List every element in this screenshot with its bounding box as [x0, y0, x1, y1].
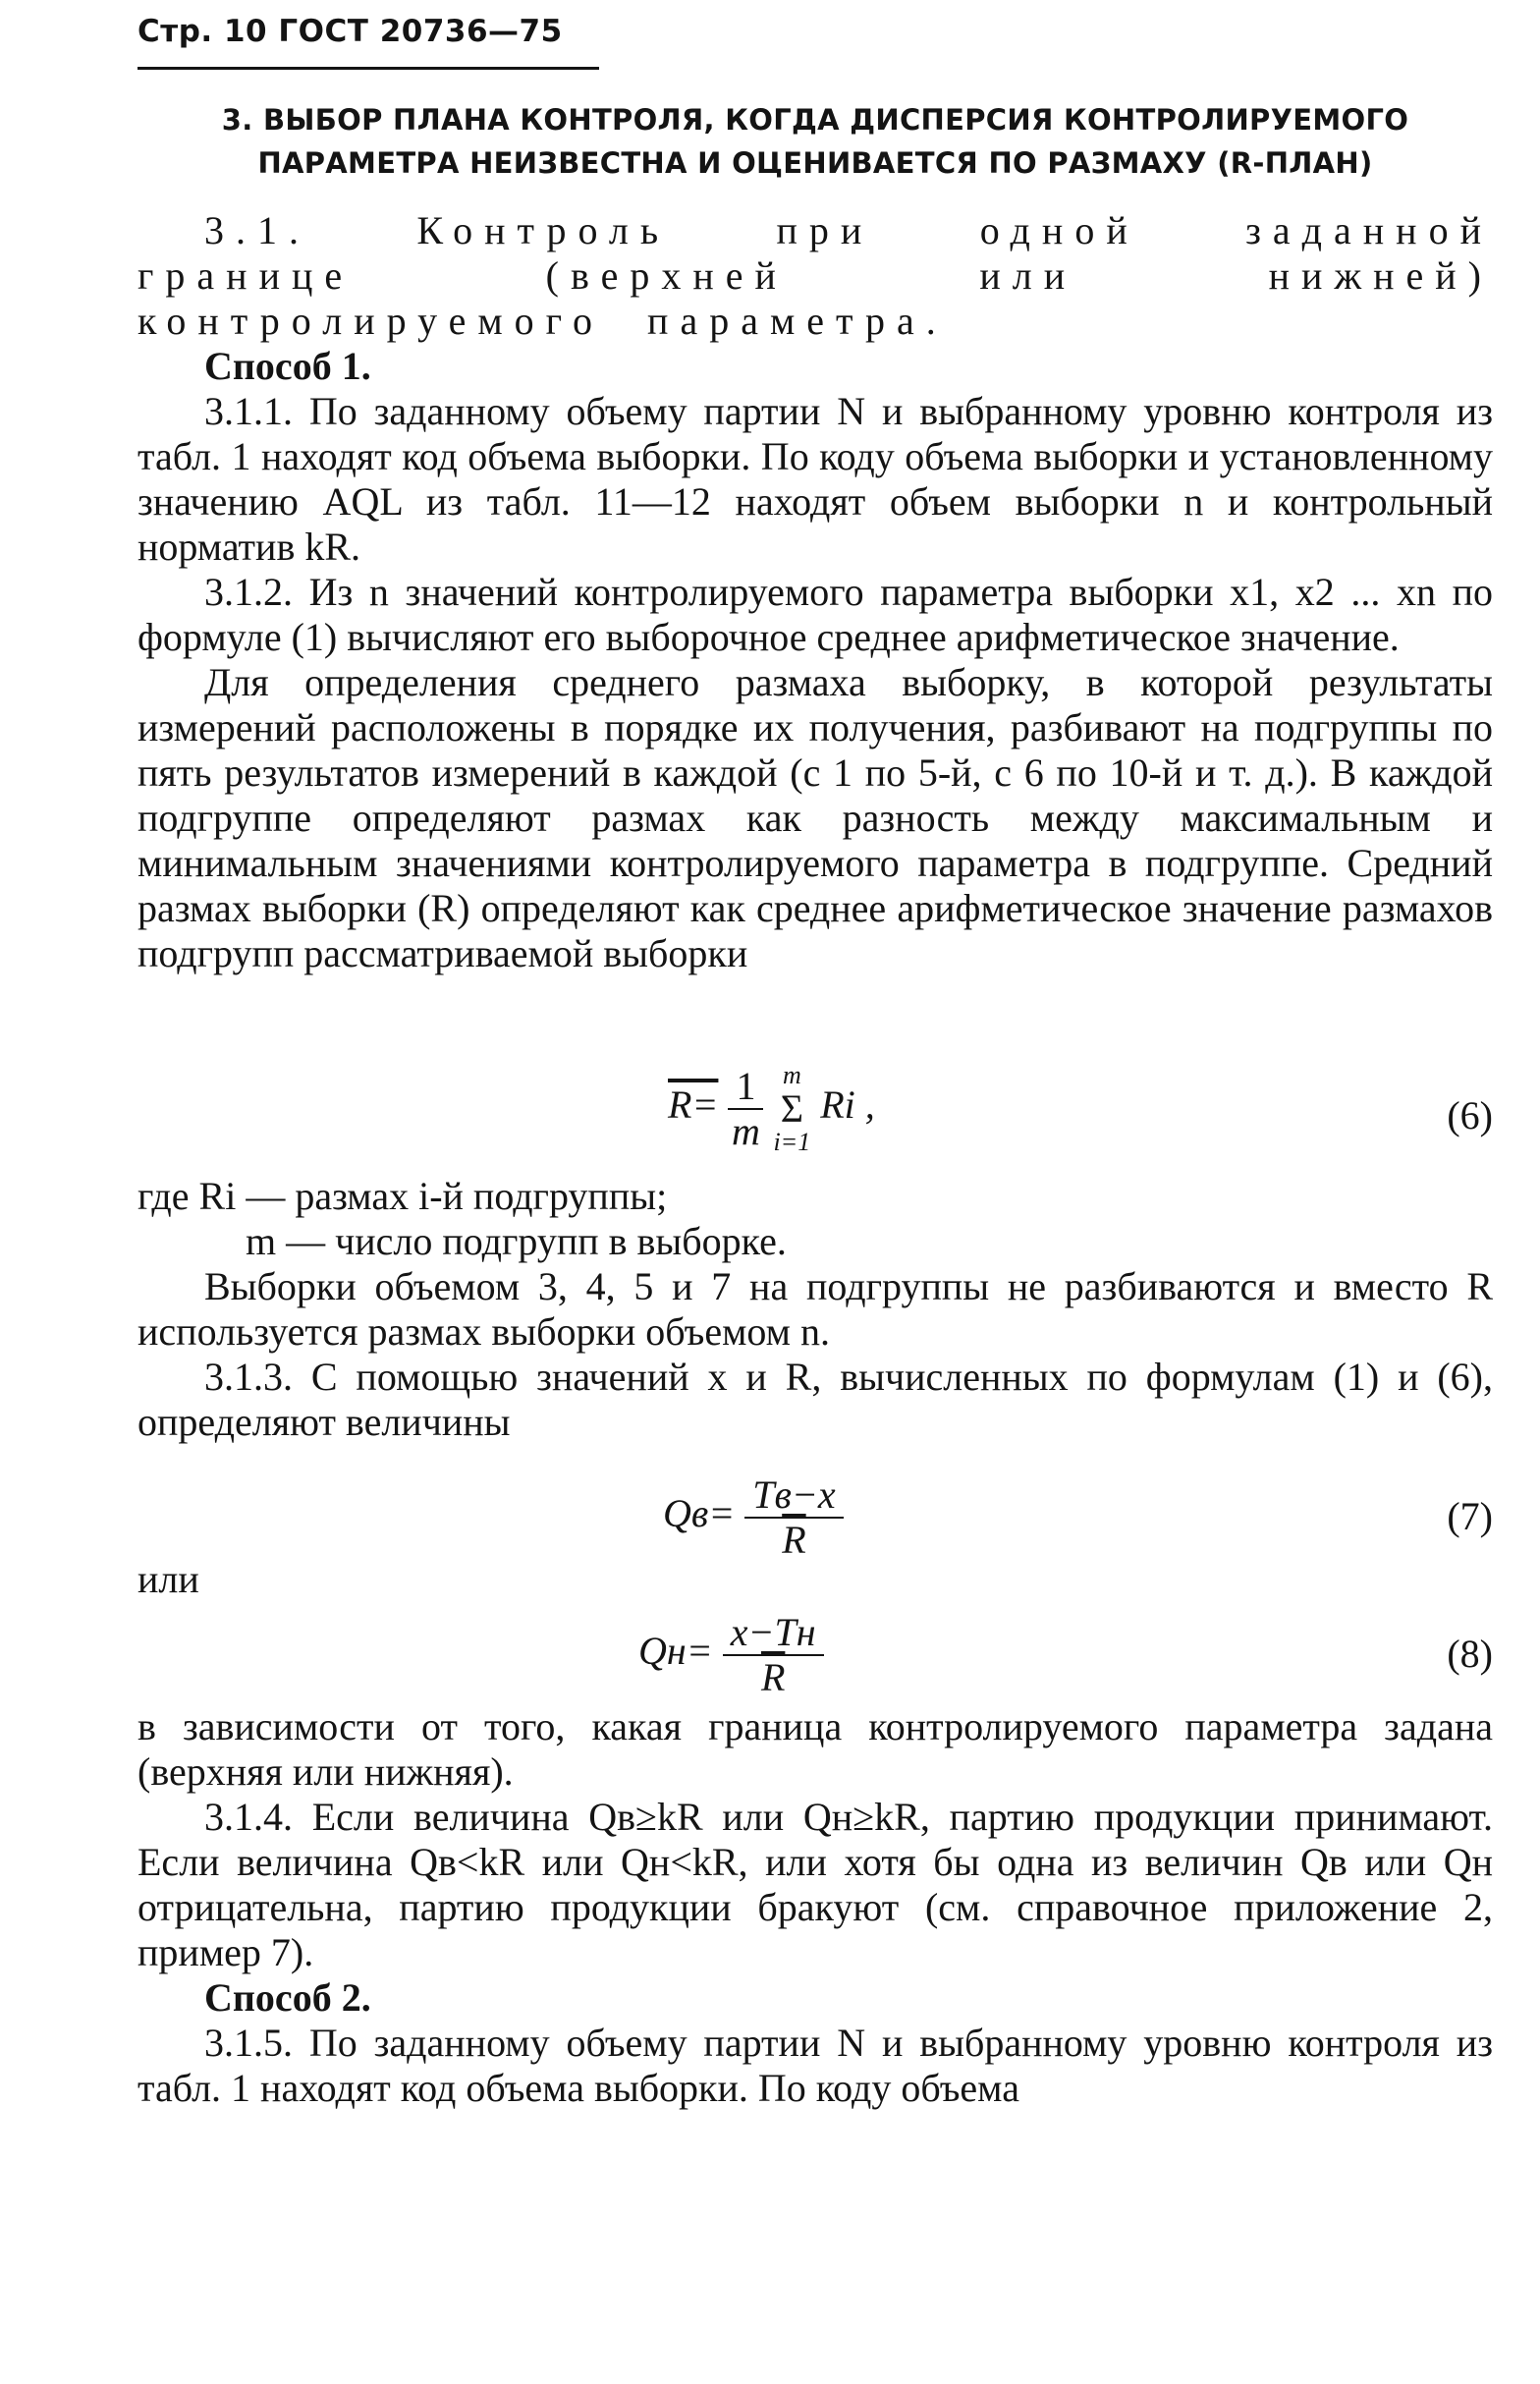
method-1-heading: Способ 1.: [204, 344, 371, 388]
formula-7-body: [663, 1473, 844, 1562]
paragraph-samples: Выборки объемом 3, 4, 5 и 7 на подгруппы не разбиваются и вместо R используется размах выборки объемом n.: [138, 1264, 1493, 1354]
formula-6-numerator: 1: [728, 1065, 763, 1110]
paragraph-depend: в зависимости от того, какая граница контролируемого параметра задана (верхняя или нижняя).: [138, 1704, 1493, 1794]
text-block-b: [138, 1174, 1493, 1445]
header-rule: [138, 67, 599, 70]
formula-8-number: (8): [1447, 1632, 1493, 1676]
formula-6-sigma: Σ: [780, 1086, 803, 1131]
formula-8-fraction: [723, 1611, 824, 1699]
section-title: [138, 98, 1493, 185]
section-title-line-2: ПАРАМЕТРА НЕИЗВЕСТНА И ОЦЕНИВАЕТСЯ ПО РАЗМАХУ (R-ПЛАН): [257, 146, 1373, 180]
running-head: Стр. 10 ГОСТ 20736—75: [138, 14, 563, 49]
paragraph-3-1-4: 3.1.4. Если величина Qв≥kR или Qн≥kR, партию продукции принимают. Если величина Qв<kR или Qн<kR, или хотя бы одна из величин Qв или Qн отрицательна, партию продукции бракуют (см. справочное приложение 2, пример 7).: [138, 1795, 1493, 1974]
formula-7-denominator: R: [782, 1518, 806, 1562]
formula-7-lhs: Qв=: [663, 1491, 736, 1536]
formula-6-sum-upper: m: [782, 1061, 801, 1089]
formula-8: [138, 1611, 1493, 1709]
formula-8-denominator: R: [760, 1655, 786, 1699]
formula-6: [138, 1061, 1493, 1169]
formula-6-denominator: m: [731, 1109, 760, 1153]
section-title-line-1: 3. ВЫБОР ПЛАНА КОНТРОЛЯ, КОГДА ДИСПЕРСИЯ КОНТРОЛИРУЕМОГО: [221, 103, 1409, 137]
formula-6-fraction: [728, 1065, 763, 1153]
method-2-heading: Способ 2.: [204, 1975, 371, 2020]
formula-6-sum-lower: i=1: [773, 1128, 811, 1156]
paragraph-3-1-2: 3.1.2. Из n значений контролируемого параметра выборки x1, x2 ... xn по формуле (1) вычисляют его выборочное среднее арифметическое значение.: [138, 570, 1493, 659]
text-block-c: [138, 1704, 1493, 2111]
formula-6-summation: [773, 1061, 810, 1157]
where-ri-line: где Ri — размах i-й подгруппы;: [138, 1174, 668, 1218]
paragraph-3-1-3: 3.1.3. С помощью значений x и R, вычисленных по формулам (1) и (6), определяют величины: [138, 1355, 1493, 1444]
formula-7-numerator: Tв−x: [744, 1473, 843, 1519]
formula-8-body: [638, 1611, 824, 1699]
paragraph-3-1-1: 3.1.1. По заданному объему партии N и выбранному уровню контроля из табл. 1 находят код объема выборки. По коду объема выборки и установленному значению AQL из табл. 11—12 находят объем выборки n и контрольный норматив kR.: [138, 389, 1493, 569]
formula-7-fraction: [744, 1473, 843, 1562]
or-line: или: [138, 1557, 199, 1601]
formula-8-lhs: Qн=: [638, 1629, 713, 1674]
paragraph-3-1: 3.1. Контроль при одной заданной границе (верхней или нижней) контролируемого параметра.: [138, 208, 1493, 343]
formula-6-term: Ri ,: [820, 1082, 875, 1128]
formula-6-body: [668, 1061, 875, 1157]
formula-8-numerator: x−Tн: [723, 1611, 824, 1656]
formula-7-number: (7): [1447, 1494, 1493, 1538]
formula-6-number: (6): [1447, 1093, 1493, 1137]
formula-6-lhs: R=: [668, 1082, 719, 1128]
paragraph-average-range: Для определения среднего размаха выборку, в которой результаты измерений расположены в порядке их получения, разбивают на подгруппы по пять результатов измерений в каждой (с 1 по 5-й, с 6 по 10-й и т. д.). В каждой подгруппе определяют размах как разность между максимальным и минимальным значениями контролируемого параметра в подгруппе. Средний размах выборки (R) определяют как среднее арифметическое значение размахов подгрупп рассматриваемой выборки: [138, 660, 1493, 975]
paragraph-3-1-5: 3.1.5. По заданному объему партии N и выбранному уровню контроля из табл. 1 находят код объема выборки. По коду объема: [138, 2021, 1493, 2110]
where-m-line: m — число подгрупп в выборке.: [246, 1219, 787, 1263]
text-block-a: [138, 208, 1493, 976]
